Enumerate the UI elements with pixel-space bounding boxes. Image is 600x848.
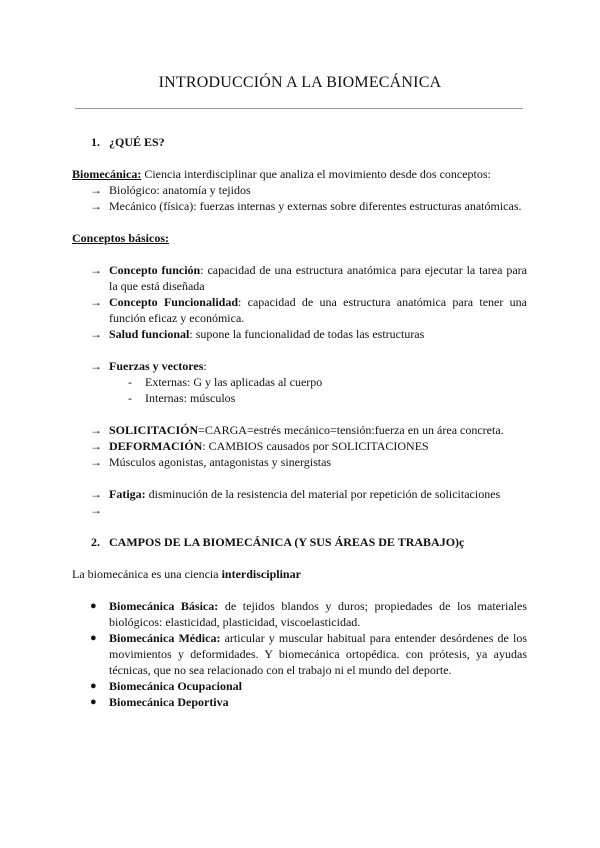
bullet-icon: ● [90, 680, 97, 692]
field-text: articular y muscular habitual para entender desórdenes de los movimientos y deformidades. Y biomecánica ortopédica. con prótesis, ya ayudas técnicas, que no sea relacionado con el trabajo ni el mundo del deporte. [109, 631, 527, 677]
field-item-ocupacional [109, 678, 242, 694]
arrow-icon: → [90, 199, 102, 213]
bullet-icon: ● [90, 696, 97, 708]
basic-text: : capacidad de una estructura anatómica para tener una función eficaz y económica. [109, 295, 527, 325]
basic-text: : capacidad de una estructura anatómica para ejecutar la tarea para la que está diseñada [109, 263, 527, 293]
section-1-heading: ¿QUÉ ES? [109, 135, 165, 149]
intro-text: La biomecánica es una ciencia [72, 567, 222, 581]
basics-heading [72, 230, 169, 246]
field-term: Biomecánica Deportiva [109, 695, 229, 709]
forces-item-externas: Externas: G y las aplicadas al cuerpo [145, 375, 323, 389]
field-item-basica [109, 598, 527, 630]
field-item-medica [109, 630, 527, 678]
arrow-icon: → [90, 359, 102, 373]
definition-text: Ciencia interdisciplinar que analiza el movimiento desde dos conceptos: [141, 167, 491, 181]
basics-heading-text: Conceptos básicos: [72, 231, 170, 245]
solicitacion-text: =CARGA=estrés mecánico=tensión:fuerza en un área concreta. [198, 423, 504, 437]
arrow-icon: → [90, 183, 102, 197]
section-2-heading: CAMPOS DE LA BIOMECÁNICA (Y SUS ÁREAS DE TRABAJO)ç [109, 535, 465, 549]
basic-term: Concepto función [109, 263, 201, 277]
arrow-icon: → [90, 263, 102, 277]
field-text: de tejidos blandos y duros; propiedades de los materiales biológicos: elasticidad, plasticidad, viscoelasticidad. [109, 599, 527, 629]
fatiga-term: Fatiga: [109, 487, 146, 501]
arrow-icon: → [90, 487, 102, 501]
fatiga-text: disminución de la resistencia del material por repetición de solicitaciones [145, 487, 501, 501]
bullet-icon: ● [90, 600, 97, 612]
definition-term: Biomecánica: [72, 167, 142, 181]
deformacion-term: DEFORMACIÓN [109, 439, 203, 453]
field-term: Biomecánica Ocupacional [109, 679, 242, 693]
field-item-deportiva [109, 694, 229, 710]
forces-term: Fuerzas y vectores [109, 359, 204, 373]
deformacion-text: : CAMBIOS causados por SOLICITACIONES [202, 439, 429, 453]
basic-item-funcion [109, 262, 527, 294]
musculos-line: Músculos agonistas, antagonistas y sinergistas [109, 455, 332, 469]
dash-icon: - [128, 391, 132, 405]
section-1-number: 1. [91, 135, 100, 149]
basic-term: Salud funcional [109, 327, 190, 341]
basic-text: : supone la funcionalidad de todas las estructuras [189, 327, 425, 341]
solicitacion-line [109, 422, 539, 438]
field-term: Biomecánica Básica: [109, 599, 219, 613]
dash-icon: - [128, 375, 132, 389]
forces-colon: : [203, 359, 207, 373]
forces-item-internas: Internas: músculos [145, 391, 236, 405]
concept-mecanico: Mecánico (física): fuerzas internas y externas sobre diferentes estructuras anatómicas. [109, 199, 522, 213]
section-2-intro [72, 566, 301, 582]
field-term: Biomecánica Médica: [109, 631, 221, 645]
page-title: INTRODUCCIÓN A LA BIOMECÁNICA [158, 74, 442, 91]
basic-term: Concepto Funcionalidad [109, 295, 238, 309]
arrow-icon: → [90, 327, 102, 341]
arrow-icon: → [90, 439, 102, 453]
intro-bold: interdisciplinar [221, 567, 301, 581]
title-divider [75, 108, 523, 109]
fatiga-line [109, 486, 539, 502]
forces-heading [109, 358, 207, 374]
basic-item-salud [109, 326, 527, 342]
arrow-icon: → [90, 503, 102, 517]
section-2-number: 2. [91, 535, 100, 549]
definition-line [72, 166, 532, 182]
arrow-icon: → [90, 295, 102, 309]
arrow-icon: → [90, 423, 102, 437]
concept-biologico: Biológico: anatomía y tejidos [109, 183, 251, 197]
solicitacion-term: SOLICITACIÓN [109, 423, 199, 437]
basic-item-funcionalidad [109, 294, 527, 326]
arrow-icon: → [90, 455, 102, 469]
bullet-icon: ● [90, 632, 97, 644]
deformacion-line [109, 438, 429, 454]
